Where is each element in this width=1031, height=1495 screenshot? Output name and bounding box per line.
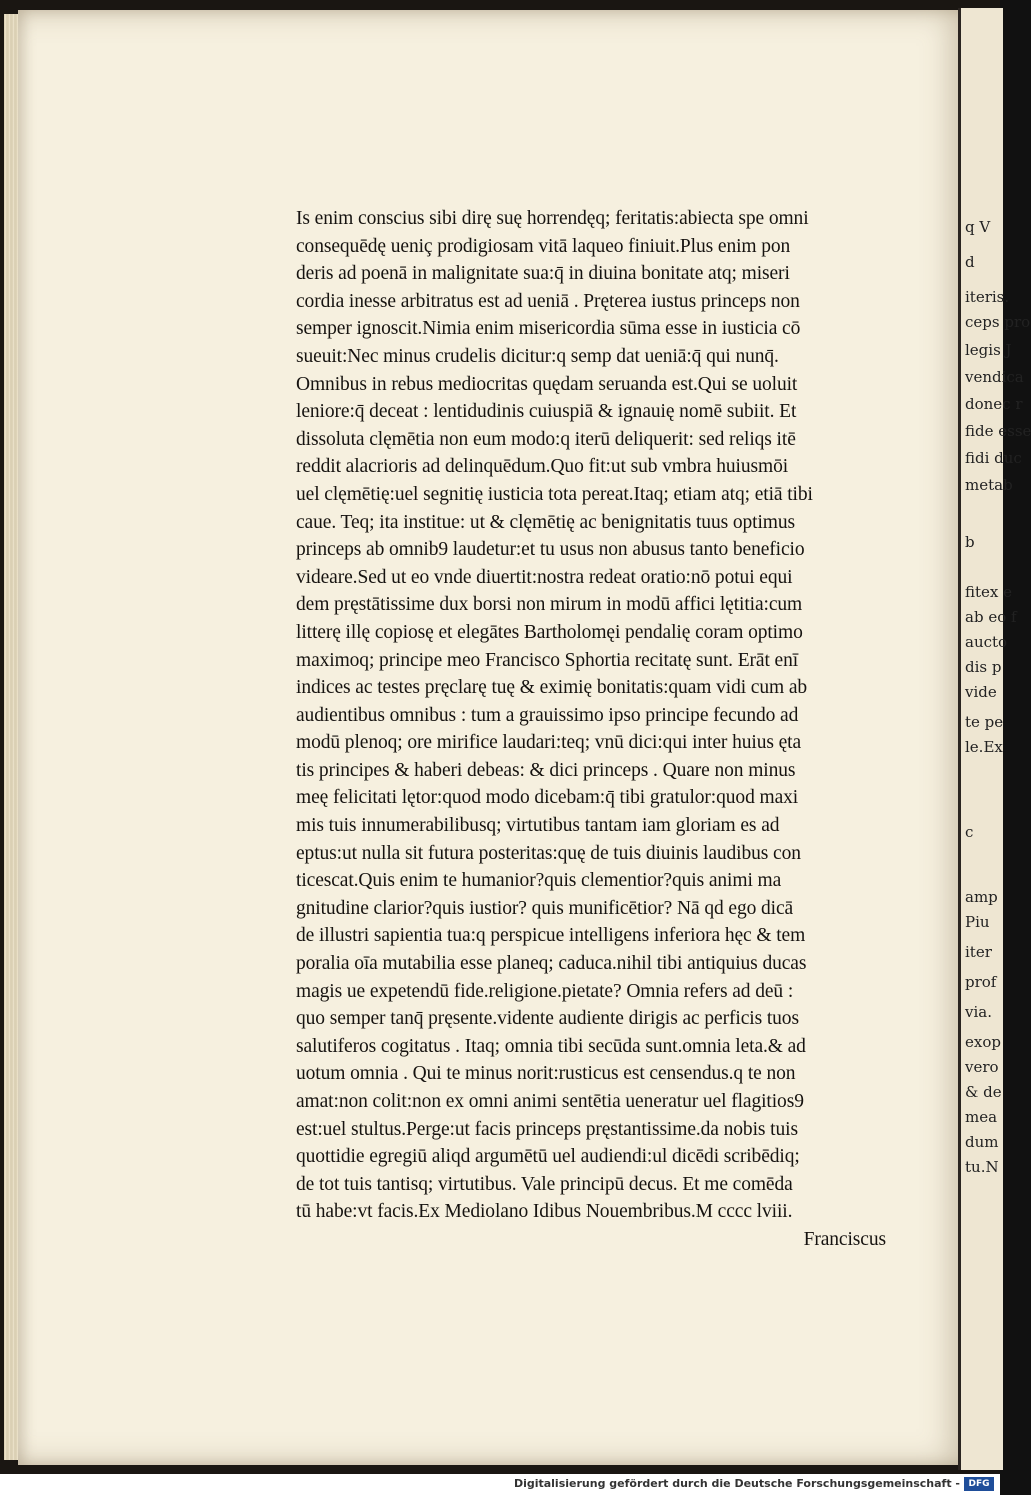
text-line: princeps ab omnib9 laudetur:et tu usus non abusus tanto beneficio xyxy=(296,539,805,561)
adjacent-page-text: via. xyxy=(965,1003,992,1021)
text-line: dissoluta clęmētia non eum modo:q iterū deliquerit: sed reliqs itē xyxy=(296,428,796,450)
footer-bar xyxy=(0,1474,1000,1495)
dfg-logo: DFG xyxy=(964,1477,994,1491)
text-line: mis tuis innumerabilibusq; virtutibus tantam iam gloriam es ad xyxy=(296,815,780,837)
book-page xyxy=(18,10,970,1465)
text-line: audientibus omnibus : tum a grauissimo ipso principe fecundo ad xyxy=(296,704,799,726)
body-text xyxy=(296,205,896,1254)
text-line: Is enim conscius sibi dirę suę horrendęq; feritatis:abiecta spe omni xyxy=(296,208,809,229)
text-line: tis principes & haberi debeas: & dici princeps . Quare non minus xyxy=(296,759,796,781)
text-line: deris ad poenā in malignitate sua:q̄ in diuina bonitate atq; miseri xyxy=(296,263,790,285)
adjacent-page-text: vide xyxy=(965,683,997,701)
adjacent-page-text: donec r xyxy=(965,395,1023,413)
adjacent-page-text: aucto xyxy=(965,633,1008,651)
adjacent-page-text: fidi duc xyxy=(965,449,1022,467)
text-line: de tot tuis tantisq; virtutibus. Vale principū decus. Et me comēda xyxy=(296,1173,793,1195)
text-line: quo semper tanq̄ pręsente.vidente audiente dirigis ac perficis tuos xyxy=(296,1008,799,1030)
adjacent-page-text: prof xyxy=(965,973,997,991)
footer-credit: Digitalisierung gefördert durch die Deutsche Forschungsgemeinschaft - xyxy=(513,1477,960,1490)
text-line: sueuit:Nec minus crudelis dicitur:q semp dat ueniā:q̄ qui nunq̄. xyxy=(296,345,779,367)
adjacent-page-fragment xyxy=(958,8,1031,1470)
text-line: modū plenoq; ore mirifice laudari:teq; vnū dici:qui inter huius ęta xyxy=(296,732,802,754)
text-line: meę felicitati lętor:quod modo dicebam:q̄ tibi gratulor:quod maxi xyxy=(296,787,799,809)
text-line: gnitudine clarior?quis iustior? quis munificētior? Nā qd ego dicā xyxy=(296,897,794,919)
adjacent-page-text: vendica xyxy=(965,368,1024,386)
text-line: eptus:ut nulla sit futura posteritas:quę de tuis diuinis laudibus con xyxy=(296,842,801,864)
page-edge-stack xyxy=(4,14,18,1460)
text-line: reddit alacrioris ad delinquēdum.Quo fit:ut sub vmbra huiusmōi xyxy=(296,456,789,478)
text-line: maximoq; principe meo Francisco Sphortia recitatę sunt. Erāt enī xyxy=(296,649,799,671)
adjacent-page-text: tu.N xyxy=(965,1158,999,1176)
text-line: litterę illę copiosę et elegātes Bartholomęi pendalię coram optimo xyxy=(296,621,803,643)
adjacent-page-text: iteris. xyxy=(965,288,1010,306)
adjacent-page-text: exop xyxy=(965,1033,1001,1051)
text-line: caue. Teq; ita institue: ut & clęmētię ac benignitatis tuus optimus xyxy=(296,511,796,533)
text-line: salutiferos cogitatus . Itaq; omnia tibi secūda sunt.omnia leta.& ad xyxy=(296,1035,806,1057)
adjacent-page-text: ab eo f xyxy=(965,608,1017,626)
adjacent-page-text: metab xyxy=(965,476,1013,494)
adjacent-page-text: vero xyxy=(965,1058,999,1076)
adjacent-page-text: fide esse xyxy=(965,422,1031,440)
adjacent-page-text: Piu xyxy=(965,913,990,931)
text-line: videare.Sed ut eo vnde diuertit:nostra redeat oratio:nō potui equi xyxy=(296,566,793,588)
adjacent-page-text: iter xyxy=(965,943,992,961)
text-line: leniore:q̄ deceat : lentidudinis cuiuspiā & ignauię nomē subiit. Et xyxy=(296,401,797,423)
text-line: magis ue expetendū fide.religione.pietate? Omnia refers ad deū : xyxy=(296,980,794,1002)
text-line: cordia inesse arbitratus est ad ueniā . Pręterea iustus princeps non xyxy=(296,290,800,312)
text-line: de illustri sapientia tua:q perspicue intelligens inferiora hęc & tem xyxy=(296,925,806,947)
text-line: Omnibus in rebus mediocritas quędam seruanda est.Qui se uoluit xyxy=(296,373,798,395)
text-line: dem pręstātissime dux borsi non mirum in modū affici lętitia:cum xyxy=(296,594,803,616)
text-line: tū habe:vt facis.Ex Mediolano Idibus Nouembribus.M cccc lviii. xyxy=(296,1201,793,1223)
adjacent-page-text: b xyxy=(965,533,975,551)
adjacent-page-text: te pe xyxy=(965,713,1004,731)
adjacent-page-text: c xyxy=(965,823,974,841)
adjacent-page-text: le.Ex xyxy=(965,738,1003,756)
catchword: Franciscus xyxy=(803,1228,886,1250)
text-line: semper ignoscit.Nimia enim misericordia sūma esse in iusticia cō xyxy=(296,318,801,340)
text-line: poralia oīa mutabilia esse planeq; caduca.nihil tibi antiquius ducas xyxy=(296,953,807,975)
adjacent-page-text: amp xyxy=(965,888,998,906)
text-line: est:uel stultus.Perge:ut facis princeps pręstantissime.da nobis tuis xyxy=(296,1118,798,1140)
adjacent-page-text: mea xyxy=(965,1108,998,1126)
adjacent-page-text: legis J xyxy=(965,341,1012,359)
adjacent-page-text: fitex e xyxy=(965,583,1013,601)
text-line: amat:non colit:non ex omni animi sentētia ueneratur uel flagitios9 xyxy=(296,1091,804,1112)
text-line: consequēdę ueniç prodigiosam vitā laqueo finiuit.Plus enim pon xyxy=(296,235,791,257)
text-line: uotum omnia . Qui te minus norit:rusticus est censendus.q te non xyxy=(296,1063,796,1085)
adjacent-page-text: d xyxy=(965,253,975,271)
text-line: indices ac testes pręclarę tuę & eximię bonitatis:quam vidi cum ab xyxy=(296,677,808,699)
text-line: uel clęmētię:uel segnitię iusticia tota pereat.Itaq; etiam atq; etiā tibi xyxy=(296,483,813,505)
text-line: quottidie egregiū aliqd argumētū uel audiendi:ul dicēdi scribēdiq; xyxy=(296,1146,800,1168)
adjacent-page-text: dum xyxy=(965,1133,999,1151)
adjacent-page-text: & de xyxy=(965,1083,1002,1101)
adjacent-page-text: dis p xyxy=(965,658,1002,676)
text-line: ticescat.Quis enim te humanior?quis clementior?quis animi ma xyxy=(296,870,782,892)
adjacent-page-text: ceps pro xyxy=(965,313,1031,331)
adjacent-page-text: q V xyxy=(965,218,991,236)
